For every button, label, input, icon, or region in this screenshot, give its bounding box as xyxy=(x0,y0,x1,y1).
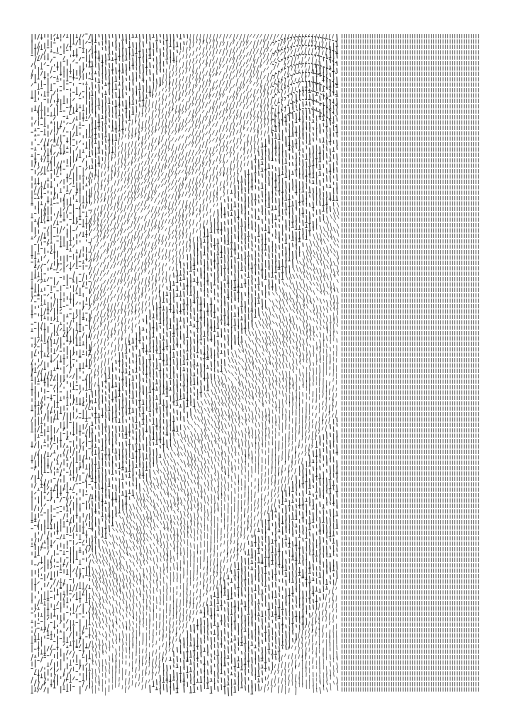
diagonal-stroke-field xyxy=(90,34,339,696)
vertical-hatch-block xyxy=(342,34,478,692)
dense-glyph-columns xyxy=(31,34,91,694)
